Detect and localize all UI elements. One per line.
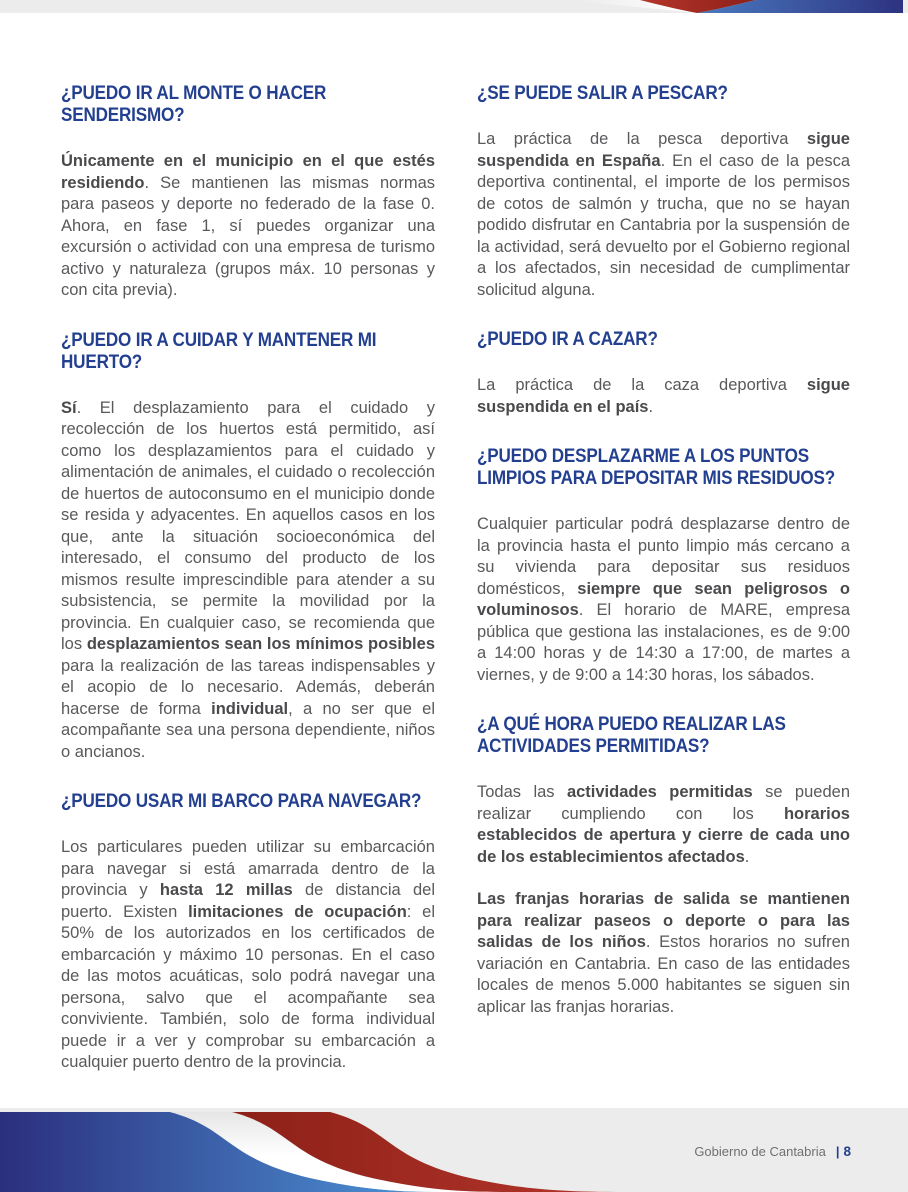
bold-text: desplazamientos sean los mínimos posibles	[86, 635, 435, 653]
bold-text: horarios establecidos de apertura y cierre de cada uno de los establecimientos afectados	[477, 804, 850, 866]
footer-separator: |	[835, 1144, 840, 1159]
bold-text: Únicamente en el municipio en el que estés residiendo	[61, 152, 435, 192]
answer-paragraph	[477, 129, 850, 301]
page-number: 8	[843, 1144, 851, 1159]
footer-org-label: Gobierno de Cantabria	[694, 1144, 826, 1159]
question-heading: ¿A QUÉ HORA PUEDO REALIZAR LAS ACTIVIDADES PERMITIDAS?	[477, 714, 786, 757]
page-footer	[694, 1144, 851, 1159]
faq-section	[61, 791, 435, 1074]
bottom-wave-decoration	[0, 1108, 660, 1192]
right-column	[477, 83, 850, 1074]
answer-paragraph	[61, 151, 435, 302]
answer-paragraph	[477, 889, 850, 1018]
question-heading: ¿PUEDO USAR MI BARCO PARA NAVEGAR?	[61, 791, 422, 812]
bold-text: limitaciones de ocupación	[188, 902, 407, 921]
question-heading: ¿PUEDO DESPLAZARME A LOS PUNTOS LIMPIOS PARA DEPOSITAR MIS RESIDUOS?	[477, 446, 836, 489]
body-text: Los particulares pueden utilizar su embarcación para navegar si está amarrada dentro de la provincia y	[61, 838, 435, 899]
faq-section	[477, 714, 850, 1018]
question-heading: ¿PUEDO IR AL MONTE O HACER SENDERISMO?	[61, 83, 327, 126]
top-wave-decoration	[0, 0, 908, 13]
body-text: . En el caso de la pesca deportiva continental, el importe de los permisos de cotos de salmón y trucha, que no se hayan podido disfrutar en Cantabria por la suspensión de la actividad, será devuelto por el Gobierno regional a los afectados, sin necesidad de cumplimentar solicitud alguna.	[477, 151, 850, 299]
faq-content	[0, 13, 908, 1074]
faq-section	[477, 329, 850, 418]
body-text: . El horario de MARE, empresa pública que gestiona las instalaciones, es de 9:00 a 14:00 horas y de 14:30 a 17:00, de martes a viernes, y de 9:00 a 14:30 horas, los sábados.	[477, 601, 850, 684]
body-text: Cualquier particular podrá desplazarse dentro de la provincia hasta el punto limpio más cercano a su vivienda para depositar sus residuos domésticos,	[477, 515, 850, 598]
top-band	[0, 0, 908, 13]
bold-text: actividades permitidas	[566, 783, 753, 801]
question-heading: ¿SE PUEDE SALIR A PESCAR?	[477, 83, 728, 104]
answer-paragraph	[477, 514, 850, 686]
bottom-band	[0, 1108, 908, 1192]
bold-text: sigue suspendida en España	[477, 130, 850, 170]
body-text: La práctica de la pesca deportiva	[477, 130, 807, 148]
body-text: se pueden realizar cumpliendo con los	[477, 783, 850, 823]
faq-section	[477, 83, 850, 301]
question-heading: ¿PUEDO IR A CUIDAR Y MANTENER MI HUERTO?	[61, 329, 377, 373]
answer-paragraph	[61, 398, 435, 764]
bold-text: Las franjas horarias de salida se mantienen para realizar paseos o deporte o para las salidas de los niños	[477, 890, 850, 951]
bold-text: individual	[211, 699, 289, 718]
bold-text: sigue suspendida en el país	[477, 376, 850, 416]
body-text: .	[648, 397, 654, 416]
body-text: La práctica de la caza deportiva	[477, 376, 807, 394]
body-text: Todas las	[477, 783, 567, 801]
question-heading: ¿PUEDO IR A CAZAR?	[477, 329, 658, 350]
body-text: : el 50% de los autorizados en los certificados de embarcación y máximo 10 personas. En el caso de las motos acuáticas, solo podrá navegar una persona, salvo que el acompañante sea conviviente. También, solo de forma individual puede ir a ver y comprobar su embarcación a cualquier puerto dentro de la provincia.	[61, 902, 435, 1071]
body-text: . Estos horarios no sufren variación en Cantabria. En caso de las entidades locales de menos 5.000 habitantes se siguen sin aplicar las franjas horarias.	[477, 933, 850, 1016]
left-column	[61, 83, 435, 1074]
answer-paragraph	[477, 782, 850, 868]
body-text: . Se mantienen las mismas normas para paseos y deporte no federado de la fase 0. Ahora, en fase 1, sí puedes organizar una excursión o actividad con una empresa de turismo activo y naturaleza (grupos máx. 10 personas y con cita previa).	[61, 173, 435, 299]
body-text: .	[744, 847, 750, 866]
bold-text: siempre que sean peligrosos o voluminosos	[477, 579, 850, 619]
answer-paragraph	[61, 837, 435, 1074]
bold-text: hasta 12 millas	[159, 881, 293, 899]
body-text: . El desplazamiento para el cuidado y recolección de los huertos está permitido, así como los desplazamientos para el cuidado y alimentación de animales, el cuidado o recolección de huertos de autoconsumo en el municipio donde se resida y adyacentes. En aquellos casos en los que, ante la situación socioeconómica del interesado, el consumo del producto de los mismos resulte imprescindible para atender a su subsistencia, se permite la movilidad por la provincia. En cualquier caso, se recomienda que los	[61, 398, 435, 653]
answer-paragraph	[477, 375, 850, 418]
bold-text: Sí	[61, 398, 77, 417]
body-text: de distancia del puerto. Existen	[61, 881, 436, 921]
body-text: , a no ser que el acompañante sea una persona dependiente, niños o ancianos.	[61, 699, 436, 761]
faq-section	[477, 446, 850, 686]
faq-section	[61, 330, 435, 764]
body-text: para la realización de las tareas indispensables y el acopio de lo necesario. Además, deberán hacerse de forma	[61, 656, 435, 718]
faq-section	[61, 83, 435, 302]
